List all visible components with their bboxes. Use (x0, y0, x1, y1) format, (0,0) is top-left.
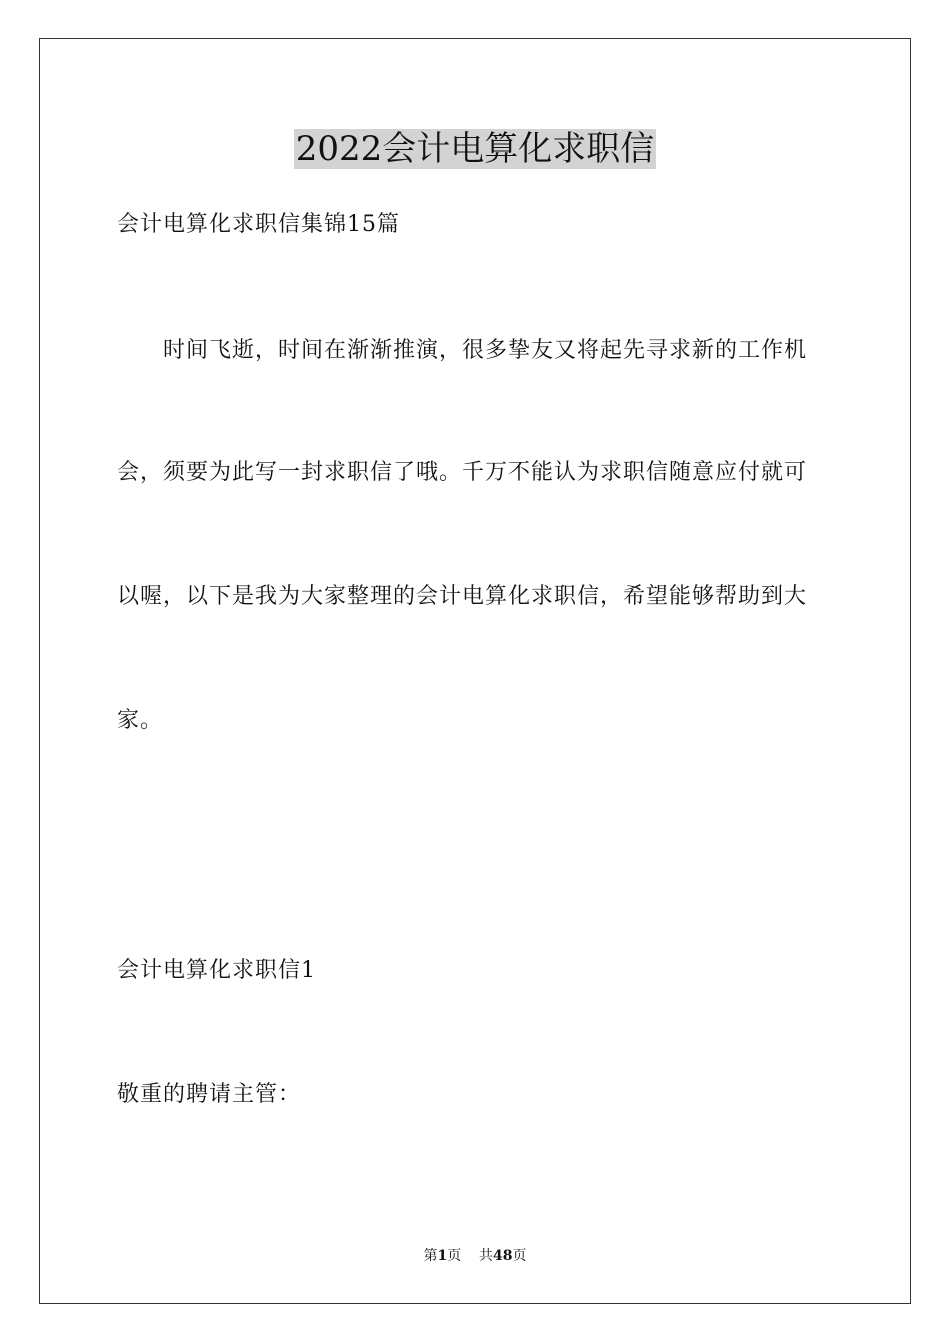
document-title (0, 126, 950, 172)
intro-line-1: 时间飞逝，时间在渐渐推演，很多挚友又将起先寻求新的工作机 (163, 338, 808, 363)
intro-line-3: 以喔，以下是我为大家整理的会计电算化求职信，希望能够帮助到大 (117, 584, 808, 609)
footer-total-pages: 48 (493, 1248, 513, 1264)
document-title-text: 2022会计电算化求职信 (295, 129, 655, 169)
salutation: 敬重的聘请主管： (117, 1082, 302, 1107)
intro-line-2: 会，须要为此写一封求职信了哦。千万不能认为求职信随意应付就可 (117, 460, 808, 485)
section-heading: 会计电算化求职信1 (117, 958, 316, 983)
footer-page-unit: 页 (447, 1248, 462, 1264)
footer-total-prefix: 共 (479, 1248, 494, 1264)
document-subtitle: 会计电算化求职信集锦15篇 (117, 212, 400, 237)
intro-line-4: 家。 (117, 708, 164, 733)
page-footer (0, 1247, 950, 1265)
footer-page-prefix: 第 (423, 1248, 438, 1264)
footer-total-unit: 页 (512, 1248, 527, 1264)
footer-page-number: 1 (437, 1248, 448, 1264)
